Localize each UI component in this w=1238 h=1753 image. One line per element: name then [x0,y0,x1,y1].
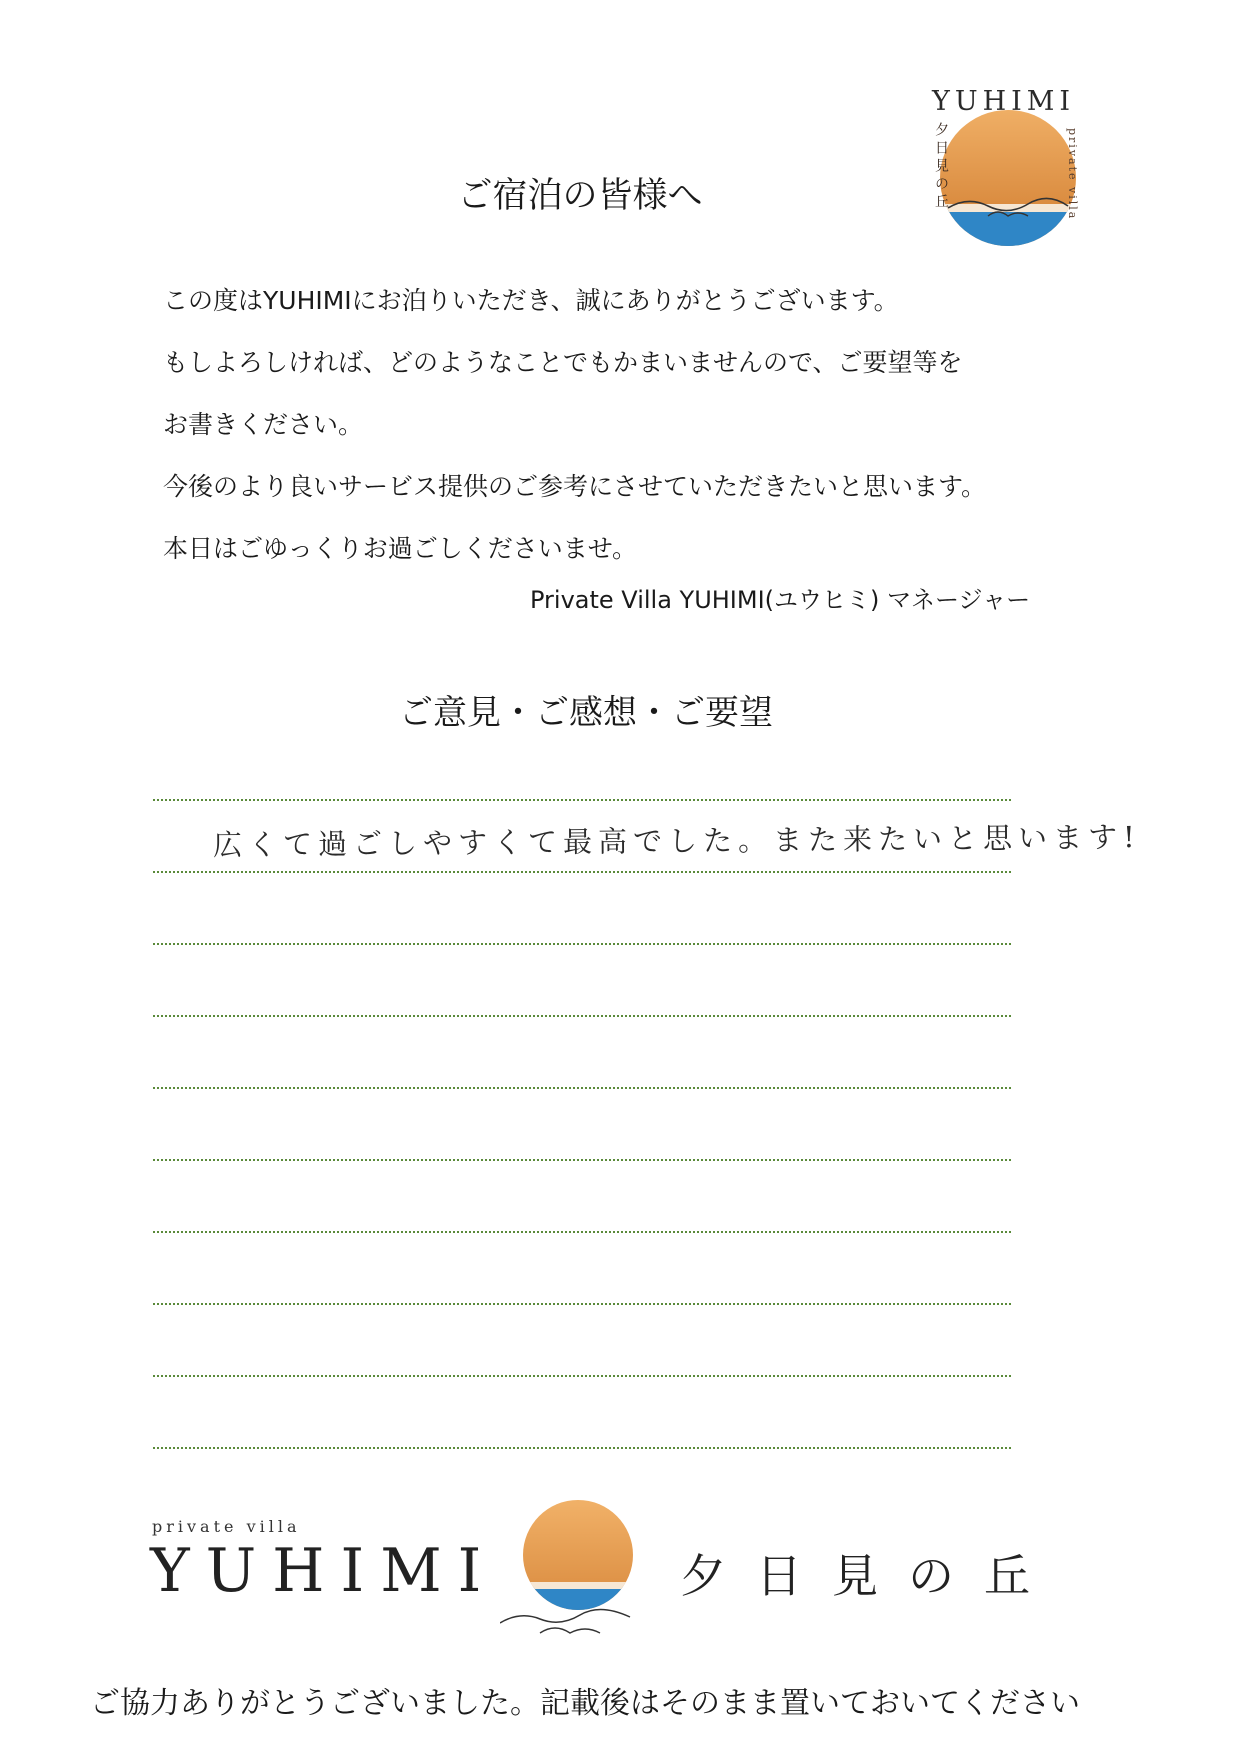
bottom-sun-logo-icon [500,1495,680,1645]
ruled-line [153,799,1011,801]
bottom-logo-japanese-name: 夕日見の丘 [680,1549,1060,1603]
greeting-line-3: お書きください。 [163,410,364,439]
greeting-line-4: 今後のより良いサービス提供のご参考にさせていただきたいと思います。 [163,472,987,501]
ruled-line [153,1303,1011,1305]
bottom-logo-tagline: private villa [152,1517,301,1536]
greeting-line-2: もしよろしければ、どのようなことでもかまいませんので、ご要望等を [163,348,963,377]
greeting-body [163,270,986,580]
ruled-line [153,871,1011,873]
feedback-section-title: ご意見・ご感想・ご要望 [399,693,773,733]
handwritten-feedback: 広くて過ごしやすくて最高でした。また来たいと思います! [212,819,1141,863]
ruled-line [153,1159,1011,1161]
ruled-line [153,1231,1011,1233]
greeting-line-1: この度はYUHIMIにお泊りいただき、誠にありがとうございます。 [163,286,899,315]
ruled-line [153,1375,1011,1377]
ruled-line [153,1447,1011,1449]
top-logo-japanese-name: 夕日見の丘 [933,122,949,212]
manager-signature: Private Villa YUHIMI(ユウヒミ) マネージャー [530,586,1031,614]
top-logo-tagline: private villa [1066,128,1079,221]
ruled-line [153,1015,1011,1017]
greeting-line-5: 本日はごゆっくりお過ごしくださいませ。 [163,534,638,563]
top-logo-title: YUHIMI [932,86,1076,117]
ruled-line [153,1087,1011,1089]
bottom-logo-brand: YUHIMI [150,1536,498,1606]
footer-note: ご協力ありがとうございました。記載後はそのまま置いておいてください [90,1686,1080,1721]
ruled-line [153,943,1011,945]
greeting-title: ご宿泊の皆様へ [457,176,703,216]
